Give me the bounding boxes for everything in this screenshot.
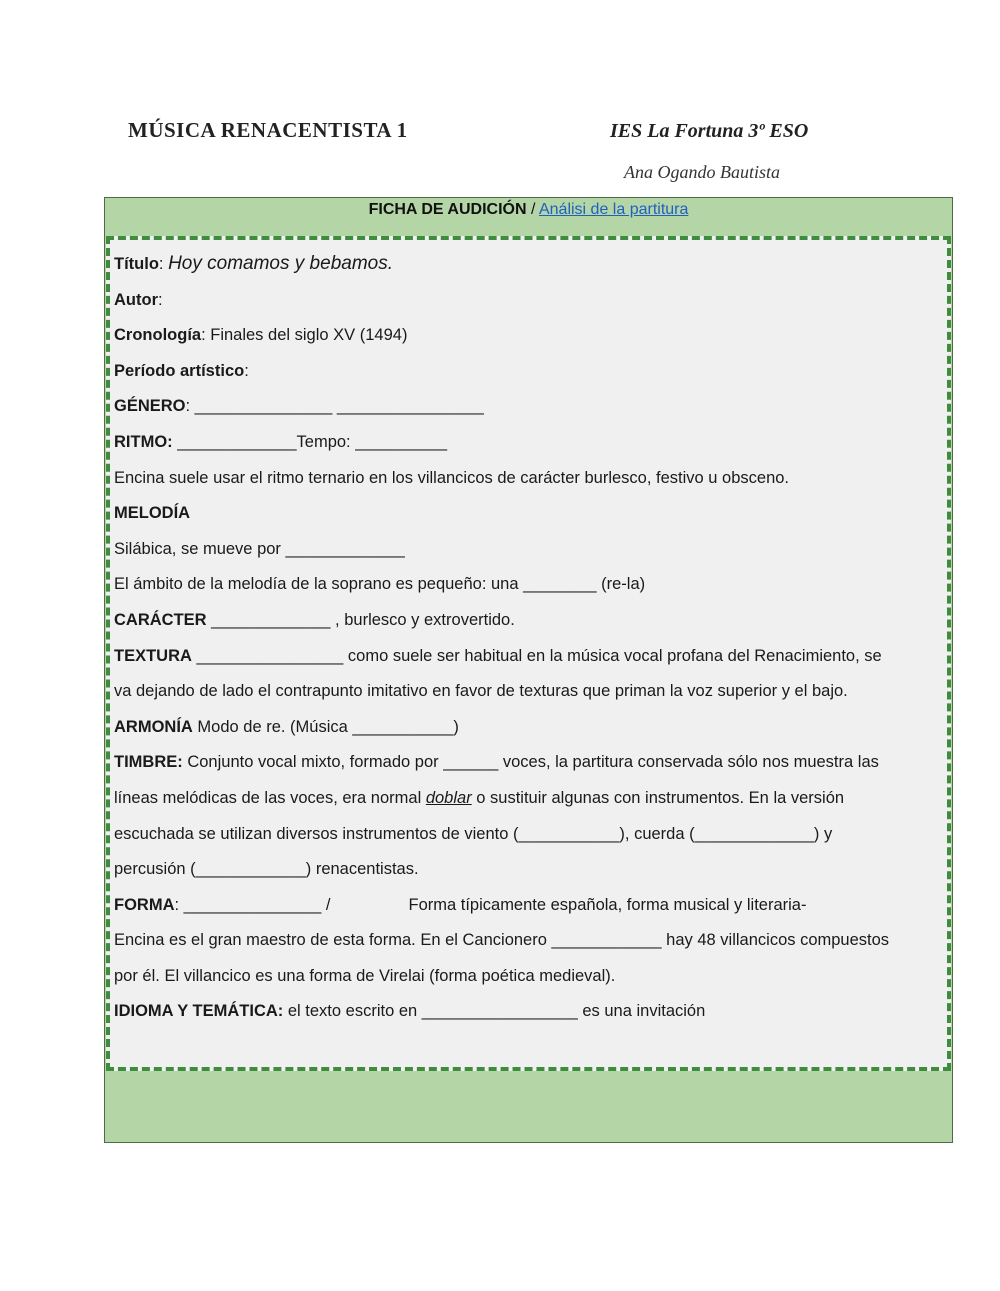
field-idioma bbox=[114, 994, 946, 1030]
genero-blanks: : _______________ ________________ bbox=[185, 397, 484, 416]
document-title: MÚSICA RENACENTISTA 1 bbox=[128, 118, 408, 142]
timbre-label: TIMBRE: bbox=[114, 753, 183, 772]
doblar-term: doblar bbox=[425, 788, 472, 807]
worksheet-panel bbox=[106, 236, 951, 1071]
sheet-heading-label: FICHA DE AUDICIÓN bbox=[368, 201, 527, 218]
forma-description: Forma típicamente española, forma musical y literaria- bbox=[408, 895, 807, 914]
idioma-value: el texto escrito en _________________ es una invitación bbox=[283, 1002, 706, 1021]
timbre-line-1: Conjunto vocal mixto, formado por ______ voces, la partitura conservada sólo nos muestra las bbox=[182, 753, 879, 772]
ritmo-label: RITMO: bbox=[114, 432, 173, 451]
titulo-label: Título bbox=[114, 255, 159, 273]
forma-line-2: Encina es el gran maestro de esta forma. En el Cancionero ____________ hay 48 villancicos compuestos bbox=[114, 931, 890, 950]
timbre-line-4: percusión (____________) renacentistas. bbox=[114, 860, 419, 879]
timbre-line-2-post: o sustituir algunas con instrumentos. En la versión bbox=[471, 788, 845, 807]
field-textura bbox=[114, 639, 946, 675]
forma-label: FORMA bbox=[114, 895, 175, 914]
cronologia-label: Cronología bbox=[114, 326, 202, 345]
field-forma bbox=[114, 888, 946, 924]
timbre-line-2 bbox=[114, 781, 946, 817]
timbre-line-3: escuchada se utilizan diversos instrumentos de viento (___________), cuerda (_____________) y bbox=[114, 824, 833, 843]
field-melodia bbox=[114, 496, 946, 532]
field-periodo: Período artístico: bbox=[114, 361, 249, 380]
field-timbre bbox=[114, 745, 946, 781]
melodia-line-1: Silábica, se mueve por _____________ bbox=[114, 539, 405, 558]
field-titulo: Título: Hoy comamos y bebamos. bbox=[114, 253, 393, 274]
field-ritmo bbox=[114, 425, 946, 461]
teacher-name: Ana Ogando Bautista bbox=[624, 162, 780, 182]
field-autor: Autor: bbox=[114, 290, 163, 309]
field-armonia bbox=[114, 710, 946, 746]
sheet-heading bbox=[105, 201, 952, 219]
forma-line-3: por él. El villancico es una forma de Virelai (forma poética medieval). bbox=[114, 966, 616, 985]
ritmo-note: Encina suele usar el ritmo ternario en los villancicos de carácter burlesco, festivo u obsceno. bbox=[114, 468, 790, 487]
sheet-heading-separator: / bbox=[526, 201, 539, 218]
field-genero bbox=[114, 389, 946, 425]
cronologia-value: : Finales del siglo XV (1494) bbox=[201, 326, 408, 345]
school-name: IES La Fortuna 3º ESO bbox=[610, 120, 809, 142]
textura-line-1: ________________ como suele ser habitual en la música vocal profana del Renacimiento, se bbox=[191, 646, 882, 665]
caracter-value: _____________ , burlesco y extrovertido. bbox=[206, 610, 515, 629]
caracter-label: CARÁCTER bbox=[114, 610, 207, 629]
titulo-value: Hoy comamos y bebamos. bbox=[168, 253, 393, 274]
melodia-label: MELODÍA bbox=[114, 504, 191, 523]
listening-sheet bbox=[104, 197, 953, 1143]
score-analysis-link[interactable]: Análisi de la partitura bbox=[538, 201, 689, 218]
autor-label: Autor bbox=[114, 290, 158, 309]
field-cronologia bbox=[114, 318, 946, 354]
periodo-label: Período artístico bbox=[114, 361, 245, 380]
ritmo-blanks: _____________Tempo: __________ bbox=[172, 432, 447, 451]
textura-label: TEXTURA bbox=[114, 646, 192, 665]
armonia-value: Modo de re. (Música ___________) bbox=[192, 717, 459, 736]
textura-line-2: va dejando de lado el contrapunto imitativo en favor de texturas que priman la voz superior y el bajo. bbox=[114, 682, 848, 701]
forma-blank: : _______________ / bbox=[174, 895, 331, 914]
melodia-line-2: El ámbito de la melodía de la soprano es pequeño: una ________ (re-la) bbox=[114, 575, 646, 594]
armonia-label: ARMONÍA bbox=[114, 717, 193, 736]
timbre-line-2-pre: líneas melódicas de las voces, era normal bbox=[114, 788, 426, 807]
field-caracter bbox=[114, 603, 946, 639]
genero-label: GÉNERO bbox=[114, 397, 186, 416]
idioma-label: IDIOMA Y TEMÁTICA: bbox=[114, 1002, 284, 1021]
worksheet-content bbox=[114, 246, 946, 1030]
